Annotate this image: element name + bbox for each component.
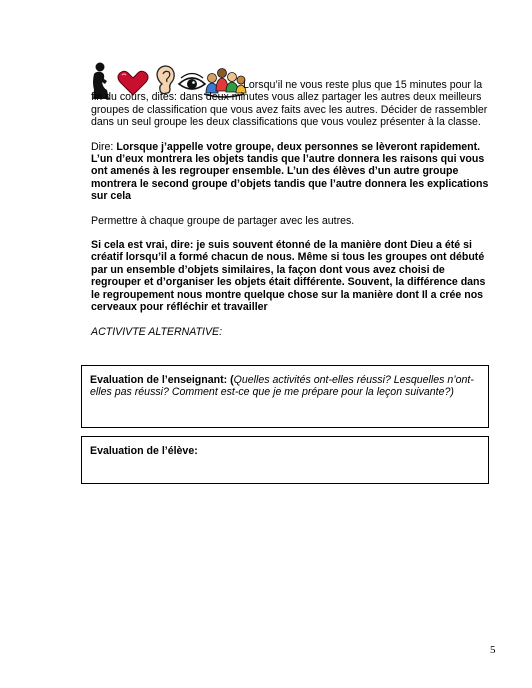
share-paragraph: Permettre à chaque groupe de partager avec les autres.	[91, 214, 355, 227]
lesson-body	[91, 60, 493, 338]
teacher-evaluation-paren: (	[230, 374, 234, 386]
intro-paragraph: Lorsqu’il ne vous reste plus que 15 minutes pour la fin du cours, dites: dans deux minutes vous allez partager les autres deux meilleurs groupes de classification que vous avez faits avec les autres. Décider de rassembler dans un seul groupe les deux classifications que vous voulez présenter à la classe.	[91, 79, 488, 129]
true-paragraph: Si cela est vrai, dire: je suis souvent étonné de la manière dont Dieu a été si créatif lorsqu’il a formé chacun de nous. Même si tous les groupes ont débuté par un ensemble d’objets similaires, la façon dont vous avez choisi de regrouper et d’organiser les objets était différente. Souvent, la différence dans le regroupement nous montre quelque chose sur la manière dont Il a crée nos cerveaux pour réfléchir et travailler	[91, 239, 486, 314]
dire-paragraph	[91, 141, 493, 203]
student-evaluation-box	[81, 436, 489, 484]
dire-text: Lorsque j’appelle votre groupe, deux personnes se lèveront rapidement. L’un d’eux montrera les objets tandis que l’autre donnera les raisons qui vous ont amenés à les regrouper ensemble. L’un des élèves d’un autre groupe montrera le second groupe d’objets tandis que l’autre donnera les explications sur cela	[91, 140, 489, 203]
teacher-evaluation-label: Evaluation de l’enseignant:	[90, 374, 231, 386]
teacher-evaluation-question: Quelles activités ont-elles réussi? Lesquelles n’ont-elles pas réussi? Comment est-ce que je me prépare pour la leçon suivante?)	[90, 374, 474, 399]
teacher-evaluation-box	[81, 365, 489, 428]
dire-label: Dire:	[91, 140, 117, 153]
student-evaluation-label: Evaluation de l’élève:	[90, 445, 198, 457]
page-number: 5	[490, 644, 496, 656]
alternative-activity-heading: ACTIVIVTE ALTERNATIVE:	[91, 325, 223, 338]
